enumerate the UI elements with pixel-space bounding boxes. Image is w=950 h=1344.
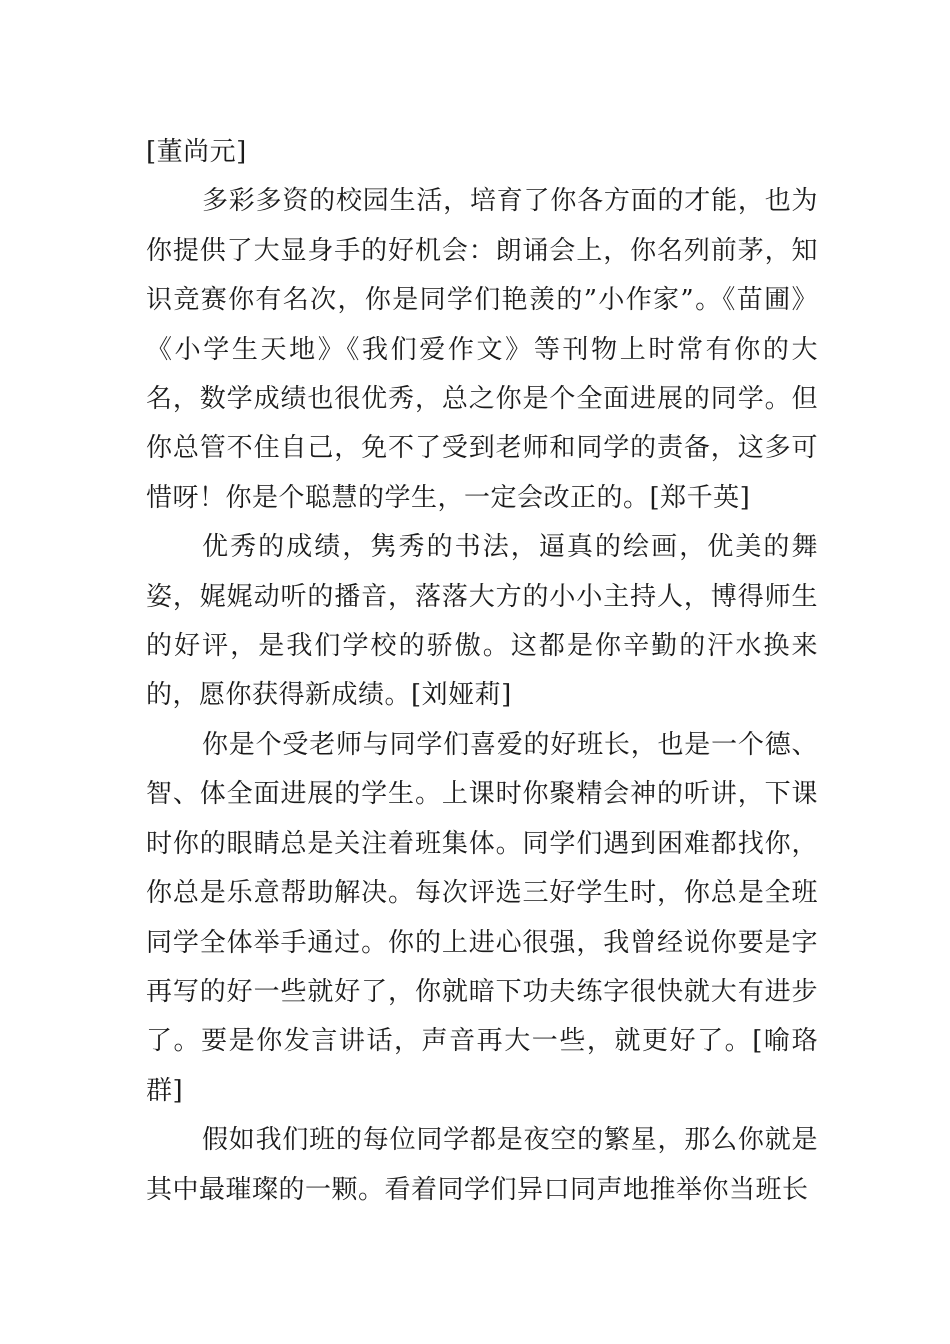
paragraph-2: 优秀的成绩，隽秀的书法，逼真的绘画，优美的舞姿，娓娓动听的播音，落落大方的小小主持人，博得师生的好评，是我们学校的骄傲。这都是你辛勤的汗水换来的，愿你获得新成绩。[刘娅莉] [146, 532, 818, 711]
paragraph-4: 假如我们班的每位同学都是夜空的繁星，那么你就是其中最璀璨的一颗。看着同学们异口同声地推举你当班长 [146, 1125, 818, 1205]
paragraph-3: 你是个受老师与同学们喜爱的好班长，也是一个德、智、体全面进展的学生。上课时你聚精会神的听讲，下课时你的眼睛总是关注着班集体。同学们遇到困难都找你，你总是乐意帮助解决。每次评选三好学生时，你总是全班同学全体举手通过。你的上进心很强，我曾经说你要是字再写的好一些就好了，你就暗下功夫练字很快就大有进步了。要是你发言讲话，声音再大一些，就更好了。[喻珞群] [146, 729, 818, 1106]
document-body [146, 128, 818, 1215]
signature-line: [董尚元] [146, 137, 247, 167]
paragraph-1: 多彩多资的校园生活，培育了你各方面的才能，也为你提供了大显身手的好机会：朗诵会上，你名列前茅，知识竞赛你有名次，你是同学们艳羡的”小作家”。《苗圃》《小学生天地》《我们爱作文》等刊物上时常有你的大名，数学成绩也很优秀，总之你是个全面进展的同学。但你总管不住自己，免不了受到老师和同学的责备，这多可惜呀！你是个聪慧的学生，一定会改正的。[郑千英] [146, 186, 818, 513]
